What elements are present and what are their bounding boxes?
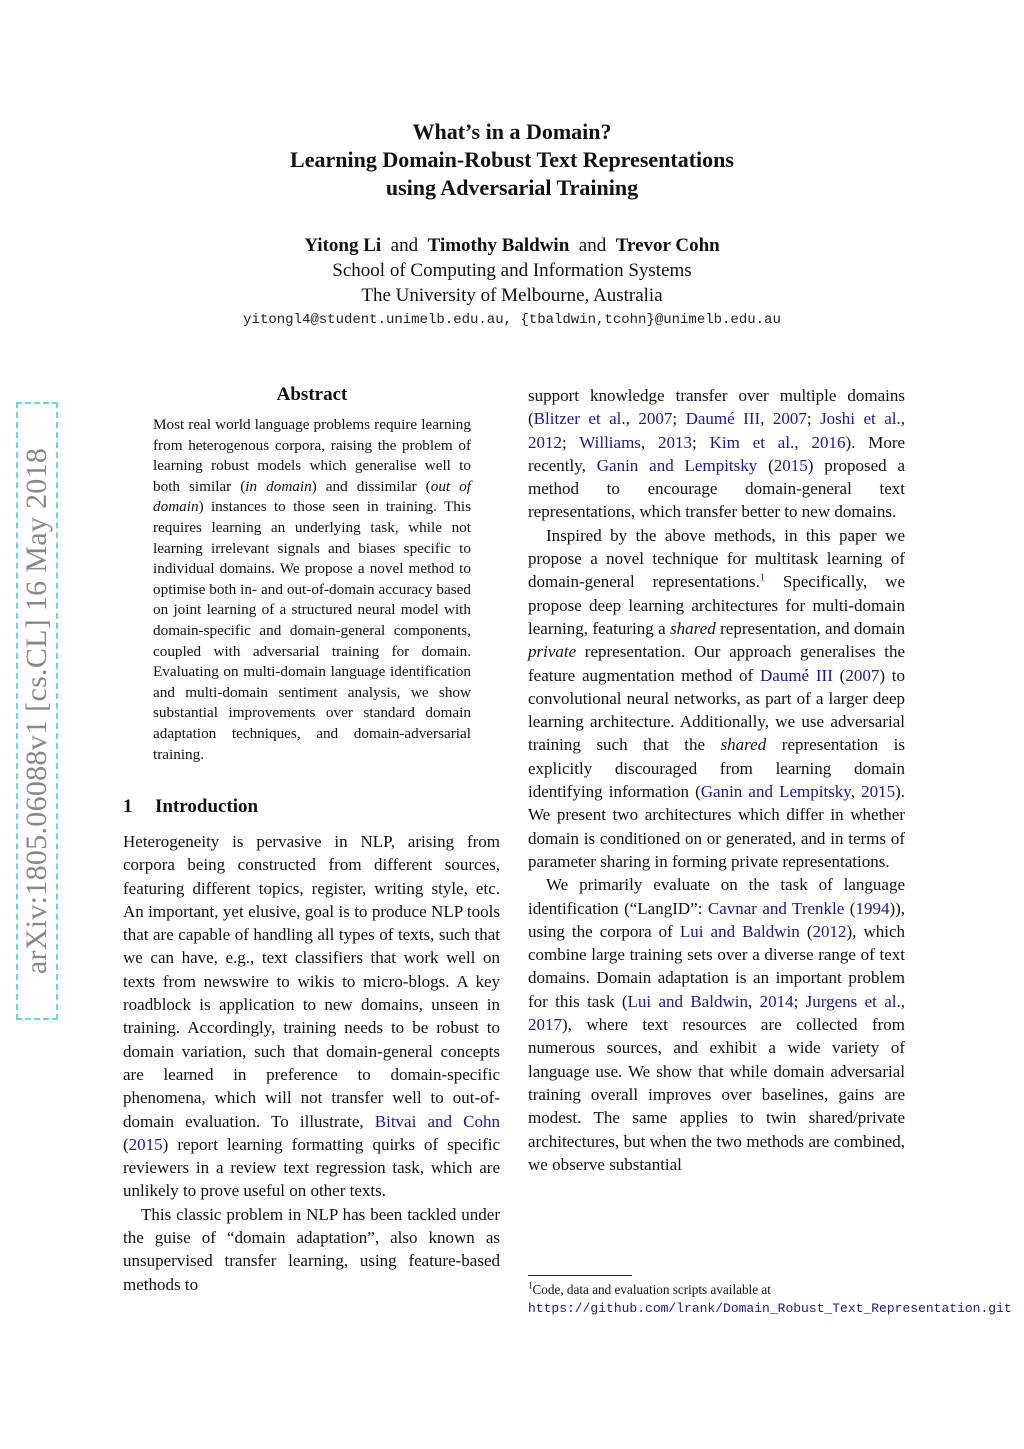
text-run: ). We present two architectures which differ in whether domain is conditioned on or generated, and in terms of parameter sharing in forming private representations.	[528, 782, 906, 871]
text-run: ;	[562, 432, 580, 452]
text-run: ,	[625, 409, 639, 429]
footnote	[528, 1280, 1012, 1318]
text-run: ,	[900, 409, 905, 429]
text-run: Specifically, we propose deep learning architectures for multi-domain learning, featuring a	[528, 572, 905, 638]
citation-link[interactable]: 2016	[811, 432, 846, 452]
citation-link[interactable]: 2013	[658, 432, 693, 452]
right-paragraph-3	[528, 873, 905, 1176]
citation-link[interactable]: Jurgens et al.	[805, 991, 901, 1011]
text-run: ), which combine large training sets over a diverse range of text domains. Domain adaptation is an important problem for this task (	[528, 921, 905, 1011]
text-run: ,	[760, 409, 773, 429]
section-number: 1	[123, 796, 133, 817]
footnote-rule	[528, 1275, 632, 1276]
abstract-text-3: ) instances to those seen in training. This requires learning an underlying task, while not learning irrelevant signals and biases specific to individual domains. We propose a novel method to optimise both in- and out-of-domain accuracy based on joint learning of a structured neural model with domain-specific and domain-general components, coupled with adversarial training for domain. Evaluating on multi-domain language identification and multi-domain sentiment analysis, we show substantial improvements over standard domain adaptation techniques, and domain-adversarial training.	[153, 498, 471, 763]
citation-link[interactable]: 2015	[773, 455, 808, 475]
text-run: ). More recently,	[528, 432, 906, 475]
citation-link[interactable]: Lui and Baldwin	[679, 921, 800, 941]
footnote-text: Code, data and evaluation scripts available at	[532, 1282, 771, 1297]
author-and-2: and	[578, 235, 607, 256]
right-paragraph-2	[528, 524, 905, 873]
abstract-emphasis-in-domain: in domain	[245, 477, 312, 495]
title-line-1: What’s in a Domain?	[412, 119, 612, 144]
citation-link[interactable]: Lui and Baldwin	[627, 991, 748, 1011]
emphasis-shared: shared	[720, 735, 767, 755]
citation-link[interactable]: Ganin and Lempitsky	[596, 455, 758, 475]
citation-link[interactable]: Bitvai and Cohn	[374, 1111, 500, 1131]
citation-link[interactable]: 1994	[855, 898, 890, 918]
affiliation-1: School of Computing and Information Systems	[332, 260, 692, 281]
arxiv-stamp	[16, 402, 58, 1020]
footnote-url-link[interactable]: https://github.com/lrank/Domain_Robust_Text_Representation.git	[528, 1301, 1012, 1316]
author-2: Timothy Baldwin	[427, 235, 570, 256]
citation-link[interactable]: 2014	[759, 991, 794, 1011]
citation-link[interactable]: Ganin and Lempitsky	[700, 782, 851, 802]
citation-link[interactable]: 2007	[638, 409, 673, 429]
abstract-body	[153, 415, 471, 765]
text-run: representation, and domain	[715, 618, 905, 638]
text-run: ) to convolutional neural networks, as part of a larger deep learning architecture. Additionally, we use adversarial training such that the	[528, 665, 905, 755]
text-run: support knowledge transfer over multiple domains (	[528, 386, 905, 429]
text-run: ), where text resources are collected from numerous sources, and exhibit a wide variety of language use. We show that while domain adversarial training overall improves over baselines, gains are modest. The same applies to twin shared/private architectures, but when the two methods are combined, we observe substantial	[528, 1015, 905, 1174]
text-run: )), using the corpora of	[528, 898, 906, 941]
text-run: Inspired by the above methods, in this paper we propose a novel technique for multitask learning of domain-general representations.	[528, 525, 905, 592]
text-run: ;	[692, 432, 710, 452]
citation-link[interactable]: 2015	[128, 1134, 163, 1154]
citation-link[interactable]: Daumé III	[760, 665, 833, 685]
footnote-number: 1	[528, 1280, 533, 1291]
abstract-heading: Abstract	[276, 384, 348, 405]
citation-link[interactable]: Joshi et al.	[820, 409, 901, 429]
abstract-text-1: Most real world language problems require learning from heterogenous corpora, raising the problem of learning robust models which generalise well to both similar (	[153, 416, 471, 495]
right-paragraph-1	[528, 384, 905, 524]
text-run: ;	[793, 991, 806, 1011]
abstract-emphasis-out-of-domain: out of domain	[153, 477, 471, 516]
text-run: ;	[806, 409, 821, 429]
text-run: (	[123, 1134, 129, 1154]
citation-link[interactable]: Kim et al.	[709, 432, 795, 452]
text-run: ,	[794, 432, 812, 452]
text-run: ) proposed a method to encourage domain-general text representations, which transfer better to new domains.	[528, 455, 906, 522]
text-run: Heterogeneity is pervasive in NLP, arising from corpora being constructed from different sources, featuring different topics, register, writing style, etc. An important, yet elusive, goal is to produce NLP tools that are capable of handling all types of texts, such that we can have, e.g., text classifiers that work well on texts from newswire to wikis to micro-blogs. A key roadblock is application to new domains, unseen in training. Accordingly, training needs to be robust to domain variation, such that domain-general concepts are learned in preference to domain-specific phenomena, which will not transfer well to out-of-domain evaluation. To illustrate,	[123, 832, 500, 1131]
title-line-3: using Adversarial Training	[385, 175, 639, 200]
text-run: representation is explicitly discouraged from learning domain identifying information (	[528, 735, 905, 802]
citation-link[interactable]: 2007	[845, 665, 880, 685]
text-run: representation. Our approach generalises the feature augmentation method of	[528, 642, 905, 685]
section-title: Introduction	[155, 796, 259, 817]
arxiv-stamp-text: arXiv:1805.06088v1 [cs.CL] 16 May 2018	[20, 447, 53, 975]
citation-link[interactable]: 2012	[812, 921, 847, 941]
left-column	[123, 830, 500, 1296]
author-3: Trevor Cohn	[615, 235, 720, 256]
text-run: ;	[672, 409, 686, 429]
citation-link[interactable]: Williams	[579, 432, 641, 452]
right-column	[528, 384, 905, 1176]
citation-link[interactable]: 2007	[772, 409, 807, 429]
intro-paragraph-2: This classic problem in NLP has been tackled under the guise of “domain adaptation”, also known as unsupervised transfer learning, using feature-based methods to	[123, 1204, 500, 1294]
citation-link[interactable]: 2015	[861, 782, 896, 802]
author-names	[0, 233, 1024, 258]
citation-link[interactable]: Daumé III	[685, 409, 761, 429]
text-run: We primarily evaluate on the task of language identification (“LangID”:	[528, 875, 905, 918]
author-1: Yitong Li	[304, 235, 382, 256]
emphasis-private: private	[528, 642, 577, 662]
citation-link[interactable]: Cavnar and Trenkle	[707, 898, 845, 918]
abstract-text-2: ) and dissimilar (	[311, 477, 431, 495]
paper-title	[0, 118, 1024, 202]
footnote-marker[interactable]: 1	[759, 572, 765, 584]
section-heading-introduction	[123, 796, 258, 818]
text-run: ,	[640, 432, 659, 452]
author-and-1: and	[390, 235, 419, 256]
citation-link[interactable]: 2017	[528, 1015, 562, 1035]
text-run: ,	[850, 782, 862, 802]
title-line-2: Learning Domain-Robust Text Representations	[290, 147, 734, 172]
text-run: (	[844, 898, 856, 918]
author-emails: yitongl4@student.unimelb.edu.au, {tbaldwin,tcohn}@unimelb.edu.au	[243, 312, 781, 328]
affiliation-2: The University of Melbourne, Australia	[361, 285, 663, 306]
citation-link[interactable]: Blitzer et al.	[533, 409, 626, 429]
emphasis-shared: shared	[670, 618, 716, 638]
author-block	[0, 233, 1024, 308]
citation-link[interactable]: 2012	[528, 432, 562, 452]
text-run: ,	[900, 991, 906, 1011]
text-run: (	[757, 455, 774, 475]
text-run: ) report learning formatting quirks of specific reviewers in a review text regression task, which are unlikely to prove useful on other texts.	[123, 1134, 500, 1201]
text-run: ,	[747, 991, 760, 1011]
text-run: (	[799, 921, 813, 941]
text-run: (	[832, 665, 846, 685]
intro-paragraph-1	[123, 830, 500, 1203]
